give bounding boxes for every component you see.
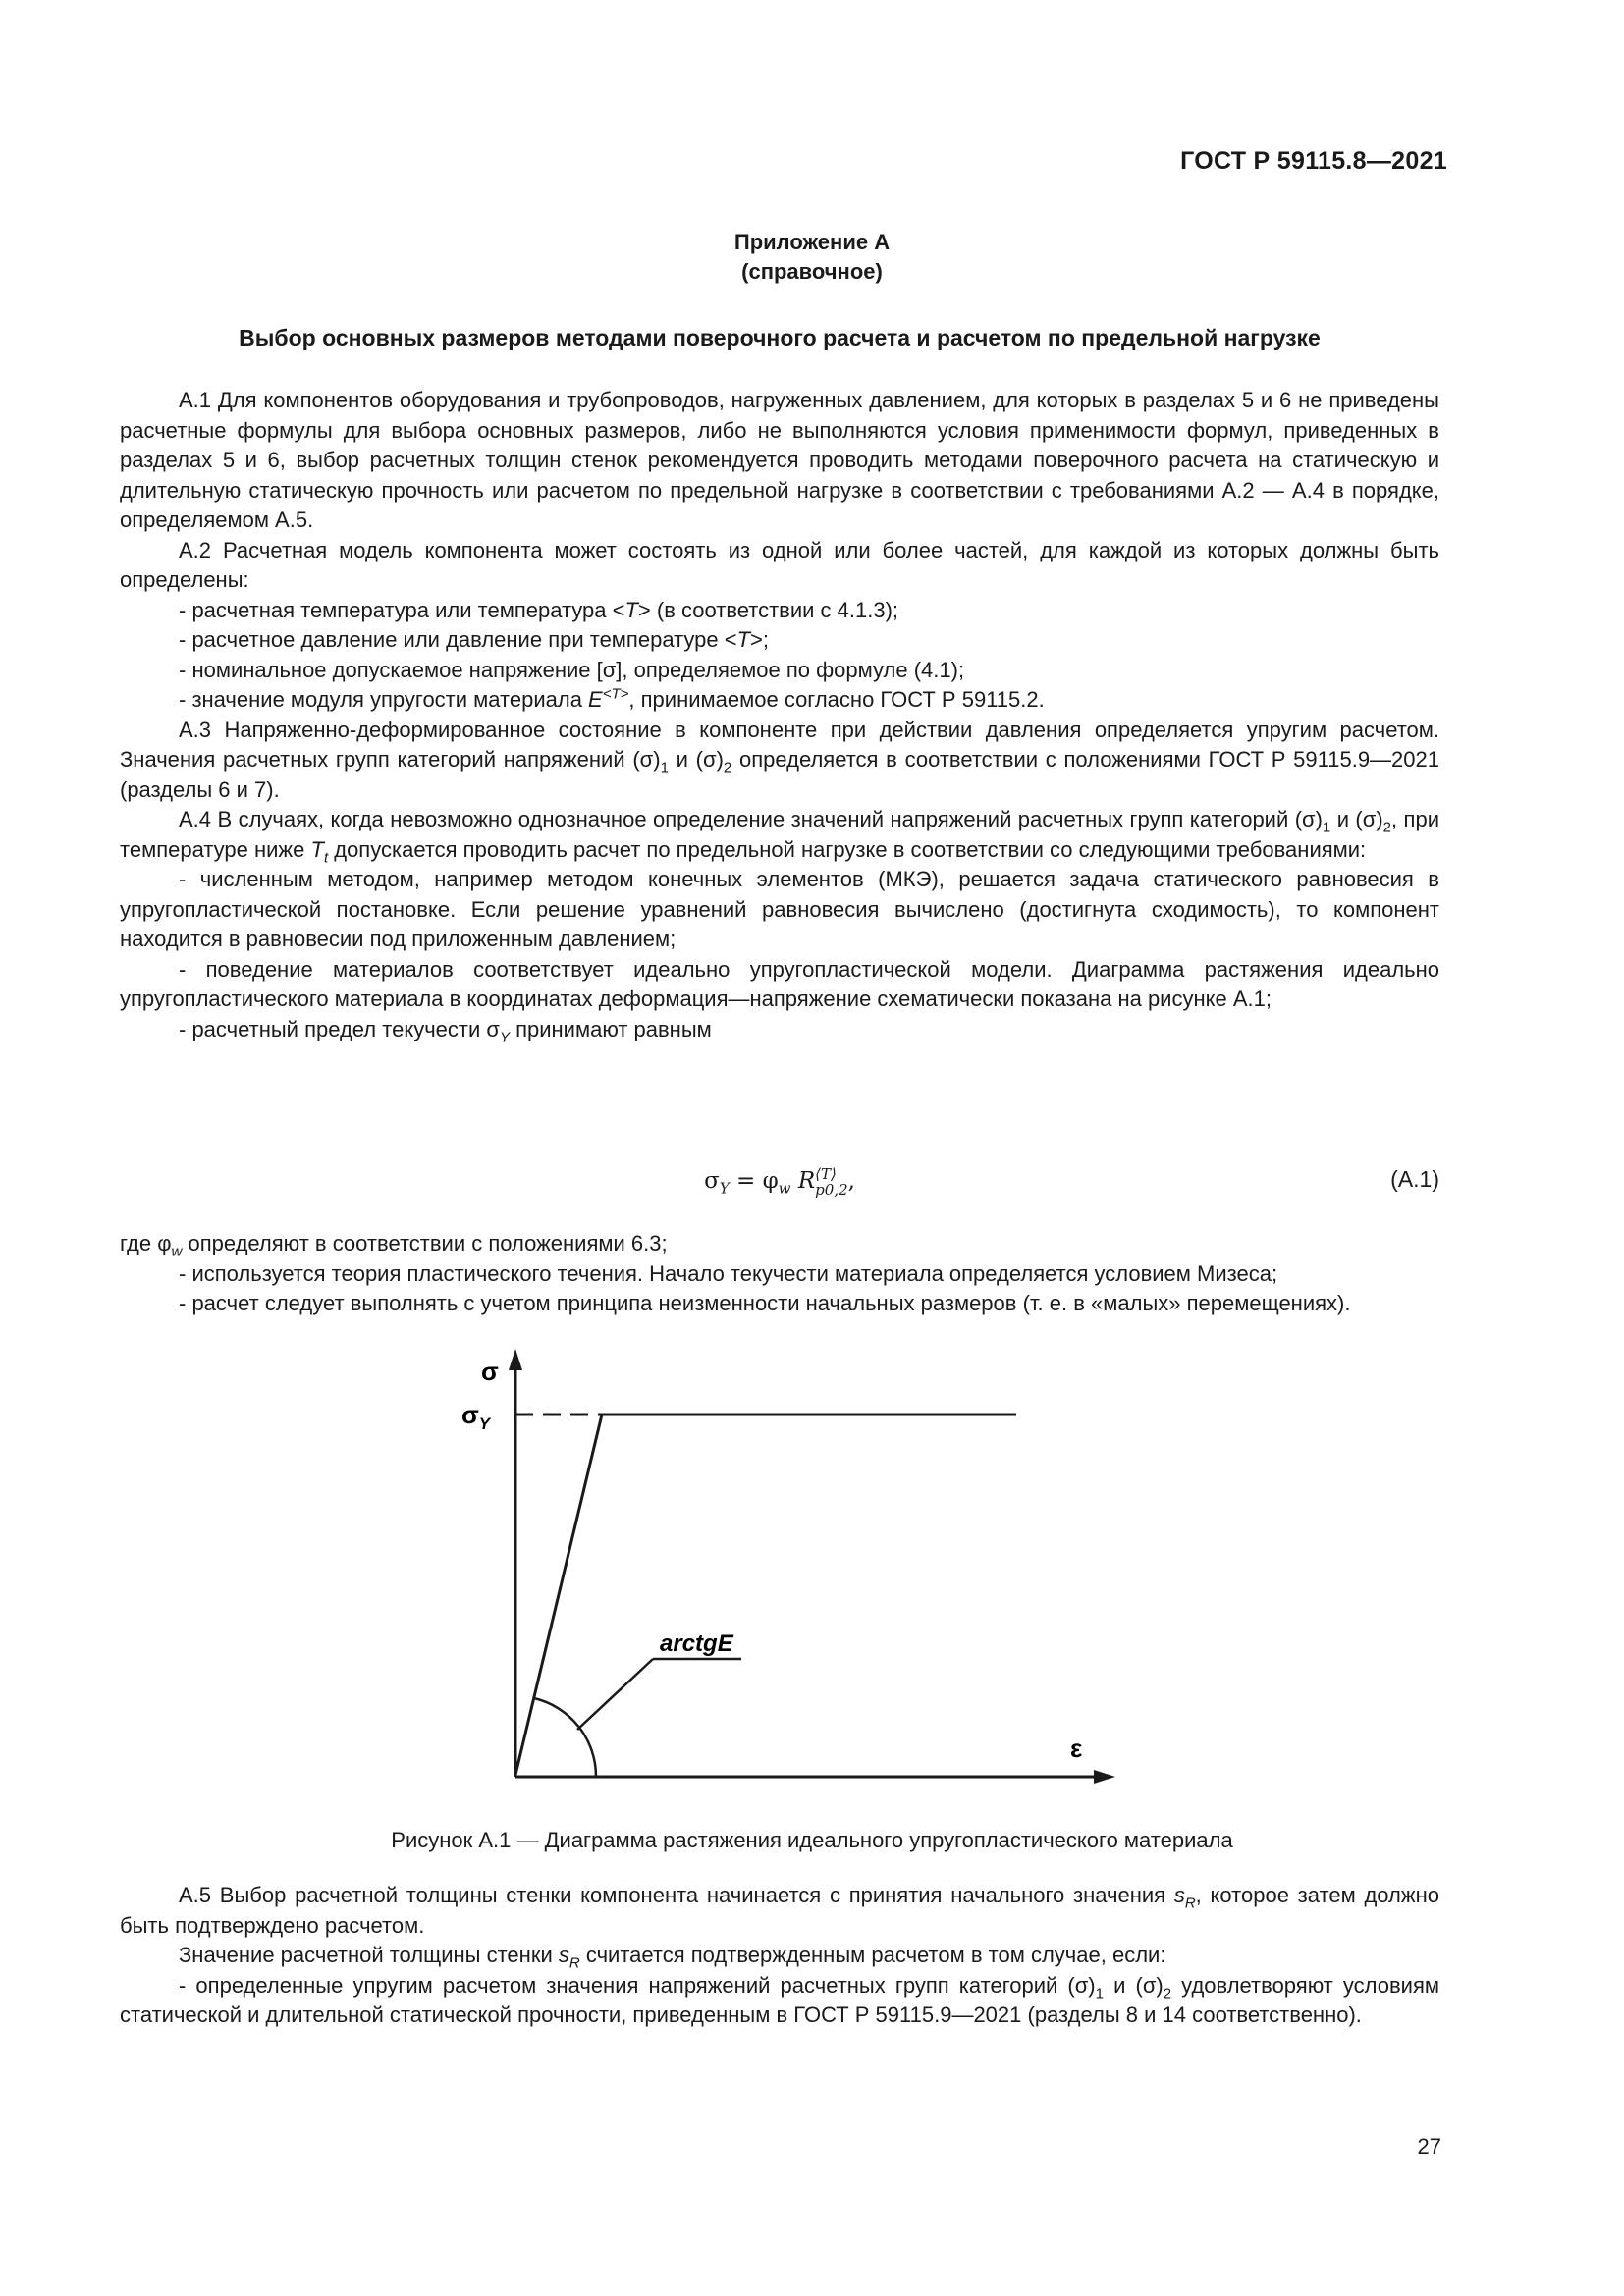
yield-stress-label: $\sigma_Y$ [461,1400,491,1433]
x-axis-label: ε [1070,1734,1083,1763]
angle-label: arctgE [660,1630,733,1657]
paragraph-a5: А.5 Выбор расчетной толщины стенки компонента начинается с принятия начального значения $s_R$, которое затем должно быть подтверждено расчетом. [120,1883,1439,1938]
annex-heading [0,228,1624,287]
y-axis-label: σ [481,1357,499,1386]
paragraph-a1: А.1 Для компонентов оборудования и трубопроводов, нагруженных давлением, для которых в разделах 5 и 6 не приведены расчетные формулы для выбора основных размеров, либо не выполняются условия применимости формул, приведенных в разделах 5 и 6, выбор расчетных толщин стенок рекомендуется проводить методами поверочного расчета на статическую и длительную статическую прочность или расчетом по предельной нагрузке в соответствии с требованиями А.2 — А.4 в порядке, определяемом А.5. [120,388,1439,532]
list-item-temperature: - расчетная температура или температура <T> (в соответствии с 4.1.3); [179,597,899,622]
paragraph-where: где $\varphi_w$ определяют в соответствии с положениями 6.3; [120,1231,668,1260]
list-item-small-displacements: - расчет следует выполнять с учетом принципа неизменности начальных размеров (т. е. в «малых» перемещениях). [179,1291,1351,1315]
list-item-yield-strength: - расчетный предел текучести $\sigma_Y$ принимают равным [179,1016,712,1045]
list-item-fem: - численным методом, например методом конечных элементов (МКЭ), решается задача статического равновесия в упругопластической постановке. Если решение уравнений равновесия вычислено (достигнута сходимость), то компонент находится в равновесии под приложенным давлением; [120,867,1439,951]
annex-title: Приложение А [733,230,891,254]
annex-subtitle: (справочное) [741,259,883,284]
list-item-strength-conditions: - определенные упругим расчетом значения напряжений расчетных групп категорий $(\sigma)_1$ и $(\sigma)_2$ удовлетворяют условиям статической и длительной статической прочности, приведенным в ГОСТ Р 59115.9—2021 (разделы 8 и 14 соответственно). [120,1972,1439,2027]
paragraph-a2: А.2 Расчетная модель компонента может состоять из одной или более частей, для каждой из которых должны быть определены: [120,537,1439,592]
paragraph-a4: А.4 В случаях, когда невозможно однозначное определение значений напряжений расчетных групп категорий $(\sigma)_1$ и $(\sigma)_2$, при температуре ниже $T_t$ допускается проводить расчет по предельной нагрузке в соответствии со следующими требованиями: [120,807,1439,866]
figure-stress-strain-diagram [412,1345,1159,1796]
list-item-material-model: - поведение материалов соответствует идеально упругопластической модели. Диаграмма растяжения идеально упругопластического материала в координатах деформация—напряжение схематически показана на рисунке А.1; [120,956,1439,1011]
body-text-top [120,386,1439,1044]
document-code: ГОСТ Р 59115.8—2021 [1180,147,1447,175]
body-text-bottom [120,1881,1439,2031]
list-item-pressure: - расчетное давление или давление при температуре <T>; [179,627,769,652]
formula-expression: $\sigma_Y = \varphi_w$ R ⟨T⟩ p0,2 , [704,1165,855,1199]
x-axis-arrowhead [1094,1770,1115,1784]
y-axis-arrowhead [509,1349,522,1370]
paragraph-a3: А.3 Напряженно-деформированное состояние в компоненте при действии давления определяется упругим расчетом. Значения расчетных групп категорий напряжений $(\sigma)_1$ и $(\sigma)_2$ определяется в соответствии с положениями ГОСТ Р 59115.9—2021 (разделы 6 и 7). [120,717,1440,802]
leader-line [577,1659,653,1730]
body-text-middle [120,1229,1439,1319]
list-item-elastic-modulus: - значение модуля упругости материала $E^{<T>}$, принимаемое согласно ГОСТ Р 59115.2. [179,685,1045,712]
page-number: 27 [1417,2134,1441,2159]
formula-a1 [120,1148,1439,1207]
formula-number: (А.1) [1390,1166,1439,1192]
figure-caption: Рисунок А.1 — Диаграмма растяжения идеального упругопластического материала [391,1828,1233,1852]
section-title: Выбор основных размеров методами поверочного расчета и расчетом по предельной нагрузке [239,325,1321,350]
list-item-allowable-stress: - номинальное допускаемое напряжение [σ], определяемое по формуле (4.1); [179,657,965,682]
list-item-plasticity-theory: - используется теория пластического течения. Начало текучести материала определяется условием Мизеса; [179,1260,1278,1286]
elastic-segment [515,1415,602,1775]
angle-arc [534,1698,596,1777]
paragraph-thickness-confirmed: Значение расчетной толщины стенки $s_R$ считается подтвержденным расчетом в том случае, если: [179,1943,1166,1972]
